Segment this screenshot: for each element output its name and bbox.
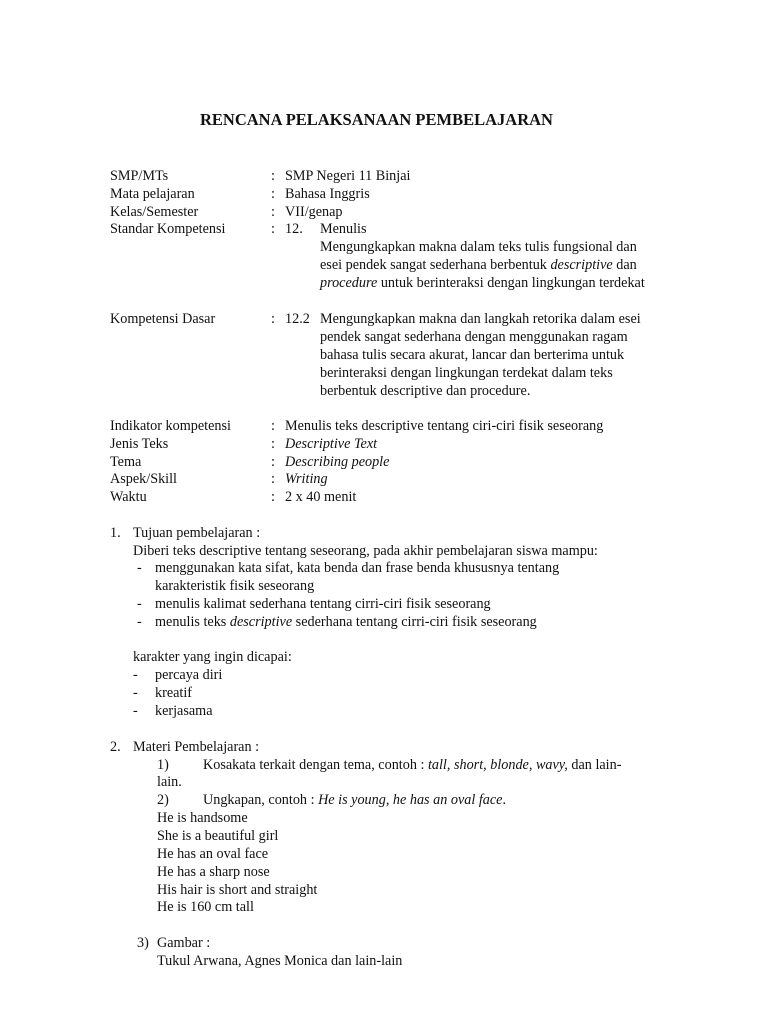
materi-1-text: dan lain-	[567, 757, 622, 773]
materi-1-text: Kosakata terkait dengan tema, contoh :	[203, 757, 428, 773]
materi-2-text: .	[502, 792, 507, 808]
waktu-value: 2 x 40 menit	[285, 489, 357, 505]
school-value: SMP Negeri 11 Binjai	[285, 168, 411, 184]
jenis-teks-value: Descriptive Text	[285, 436, 378, 452]
objective-3-text: sederhana tentang cirri-ciri fisik seseorang	[292, 614, 537, 630]
objective-1-line-1: menggunakan kata sifat, kata benda dan frase benda khususnya tentang	[155, 560, 560, 576]
kd-line-3: bahasa tulis secara akurat, lancar dan berterima untuk	[320, 347, 625, 363]
indikator-value: Menulis teks descriptive tentang ciri-ciri fisik seseorang	[285, 418, 604, 434]
example-sentence-1: He is handsome	[157, 810, 248, 826]
section-1-heading: Tujuan pembelajaran :	[133, 525, 261, 541]
bullet-dash: -	[133, 667, 138, 683]
colon: :	[271, 454, 275, 470]
kd-line-2: pendek sangat sederhana dengan menggunakan ragam	[320, 329, 628, 345]
section-2-number: 2.	[110, 739, 121, 755]
kd-label: Kompetensi Dasar	[110, 311, 216, 327]
kd-line-4: berinteraksi dengan lingkungan terdekat dalam teks	[320, 365, 613, 381]
class-value: VII/genap	[285, 204, 343, 220]
materi-3-heading: Gambar :	[157, 935, 211, 951]
materi-1-line-1	[203, 756, 621, 774]
aspek-value: Writing	[285, 471, 328, 487]
colon: :	[271, 311, 275, 327]
colon: :	[271, 436, 275, 452]
sk-text: dan	[612, 257, 637, 273]
document-title: RENCANA PELAKSANAAN PEMBELAJARAN	[200, 110, 553, 129]
section-2-heading: Materi Pembelajaran :	[133, 739, 260, 755]
kd-line-1: Mengungkapkan makna dan langkah retorika dalam esei	[320, 311, 641, 327]
materi-2-text: Ungkapan, contoh :	[203, 792, 319, 808]
materi-3-value: Tukul Arwana, Agnes Monica dan lain-lain	[157, 953, 403, 969]
bullet-dash: -	[137, 596, 142, 612]
waktu-label: Waktu	[110, 489, 147, 505]
karakter-item-3: kerjasama	[155, 703, 213, 719]
colon: :	[271, 186, 275, 202]
kd-line-5: berbentuk descriptive dan procedure.	[320, 383, 531, 399]
objective-1-line-2: karakteristik fisik seseorang	[155, 578, 315, 594]
objective-3-term: descriptive	[229, 614, 293, 630]
materi-2-number: 2)	[157, 792, 169, 808]
tema-value: Describing people	[285, 454, 390, 470]
example-sentence-3: He has an oval face	[157, 846, 269, 862]
materi-1-line-2: lain.	[157, 774, 182, 790]
sk-line-1: Mengungkapkan makna dalam teks tulis fungsional dan	[320, 239, 637, 255]
karakter-heading: karakter yang ingin dicapai:	[133, 649, 292, 665]
colon: :	[271, 204, 275, 220]
jenis-teks-label: Jenis Teks	[110, 436, 169, 452]
sk-text: untuk berinteraksi dengan lingkungan terdekat	[377, 275, 645, 291]
aspek-label: Aspek/Skill	[110, 471, 178, 487]
materi-1-examples: tall, short, blonde, wavy,	[427, 757, 568, 773]
colon: :	[271, 471, 275, 487]
bullet-dash: -	[137, 614, 142, 630]
sk-text: esei pendek sangat sederhana berbentuk	[320, 257, 551, 273]
bullet-dash: -	[137, 560, 142, 576]
objective-3-text: menulis teks	[155, 614, 230, 630]
karakter-item-1: percaya diri	[155, 667, 223, 683]
indikator-label: Indikator kompetensi	[110, 418, 231, 434]
bullet-dash: -	[133, 703, 138, 719]
example-sentence-4: He has a sharp nose	[157, 864, 270, 880]
bullet-dash: -	[133, 685, 138, 701]
objective-3	[155, 613, 537, 631]
objective-2: menulis kalimat sederhana tentang cirri-ciri fisik seseorang	[155, 596, 491, 612]
materi-3-number: 3)	[137, 935, 149, 951]
section-1-number: 1.	[110, 525, 121, 541]
sk-term-procedure: procedure	[320, 275, 378, 291]
section-1-intro: Diberi teks descriptive tentang seseorang, pada akhir pembelajaran siswa mampu:	[133, 543, 598, 559]
subject-value: Bahasa Inggris	[285, 186, 370, 202]
colon: :	[271, 418, 275, 434]
sk-line-3	[320, 274, 645, 292]
tema-label: Tema	[110, 454, 142, 470]
example-sentence-2: She is a beautiful girl	[157, 828, 279, 844]
school-label: SMP/MTs	[110, 168, 169, 184]
materi-2-line	[203, 791, 506, 809]
kd-number: 12.2	[285, 311, 310, 327]
karakter-item-2: kreatif	[155, 685, 193, 701]
sk-label: Standar Kompetensi	[110, 221, 226, 237]
materi-1-number: 1)	[157, 757, 169, 773]
materi-2-example: He is young, he has an oval face	[318, 792, 503, 808]
colon: :	[271, 489, 275, 505]
subject-label: Mata pelajaran	[110, 186, 195, 202]
sk-term-descriptive: descriptive	[550, 257, 613, 273]
colon: :	[271, 221, 275, 237]
sk-line-2	[320, 256, 637, 274]
sk-number: 12.	[285, 221, 303, 237]
example-sentence-5: His hair is short and straight	[157, 882, 318, 898]
example-sentence-6: He is 160 cm tall	[157, 899, 254, 915]
sk-heading: Menulis	[320, 221, 367, 237]
colon: :	[271, 168, 275, 184]
class-label: Kelas/Semester	[110, 204, 199, 220]
